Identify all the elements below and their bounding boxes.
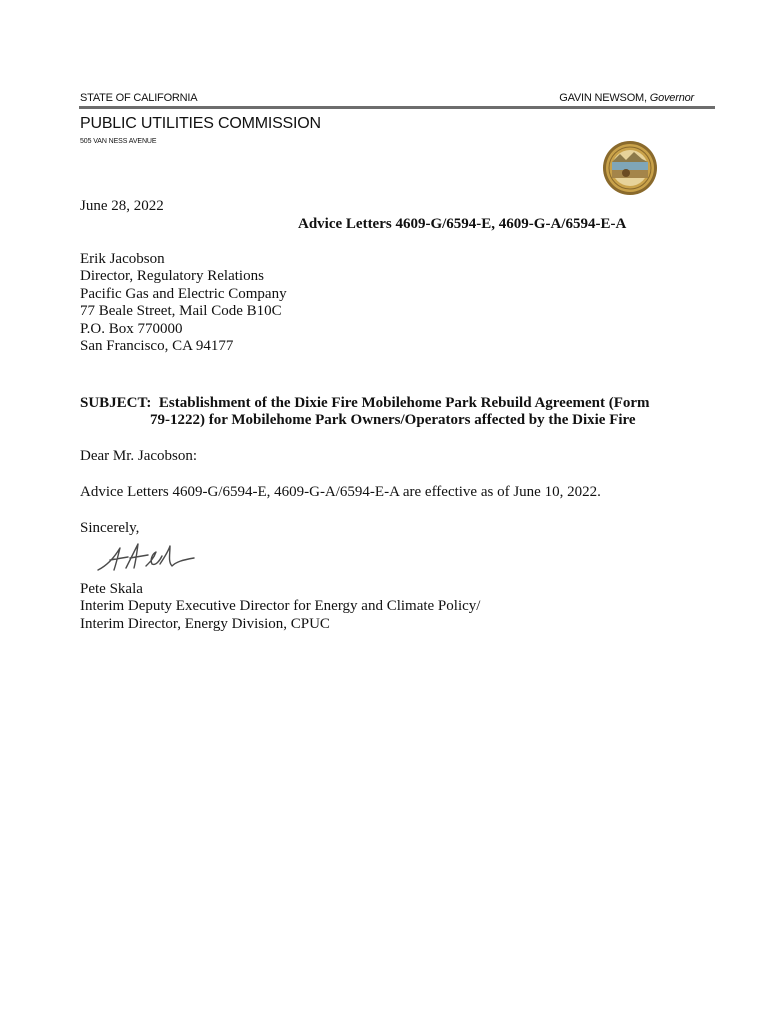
letter-date: June 28, 2022 [80,198,164,214]
advice-letter-reference: Advice Letters 4609-G/6594-E, 4609-G-A/6594-E-A [298,216,627,232]
recipient-line: Erik Jacobson [80,251,165,267]
recipient-line: Pacific Gas and Electric Company [80,285,287,302]
governor-name: GAVIN NEWSOM, [559,92,647,104]
letter-body: Advice Letters 4609-G/6594-E, 4609-G-A/6594-E-A are effective as of June 10, 2022. [80,484,601,500]
signer-line: Interim Deputy Executive Director for Energy and Climate Policy/ [80,598,481,615]
subject-block [80,395,680,429]
california-seal-icon [602,140,658,196]
governor-title: Governor [649,92,694,104]
salutation: Dear Mr. Jacobson: [80,448,198,464]
commission-title: PUBLIC UTILITIES COMMISSION [80,115,321,132]
recipient-address-block [80,251,287,355]
signer-line: Pete Skala [80,581,143,597]
closing: Sincerely, [80,520,140,536]
commission-address: 505 VAN NESS AVENUE [80,138,157,145]
signature-image [96,540,200,574]
recipient-line: Director, Regulatory Relations [80,268,264,285]
subject-line-1: SUBJECT: Establishment of the Dixie Fire Mobilehome Park Rebuild Agreement (Form [80,395,650,411]
subject-line-2: 79-1222) for Mobilehome Park Owners/Operators affected by the Dixie Fire [150,412,636,428]
header-divider [79,106,715,109]
recipient-line: 77 Beale Street, Mail Code B10C [80,303,282,320]
recipient-line: P.O. Box 770000 [80,320,183,337]
signer-line: Interim Director, Energy Division, CPUC [80,615,330,632]
signer-block [80,581,480,633]
recipient-line: San Francisco, CA 94177 [80,337,234,354]
governor-label [559,92,694,104]
state-of-california-label: STATE OF CALIFORNIA [80,92,198,104]
